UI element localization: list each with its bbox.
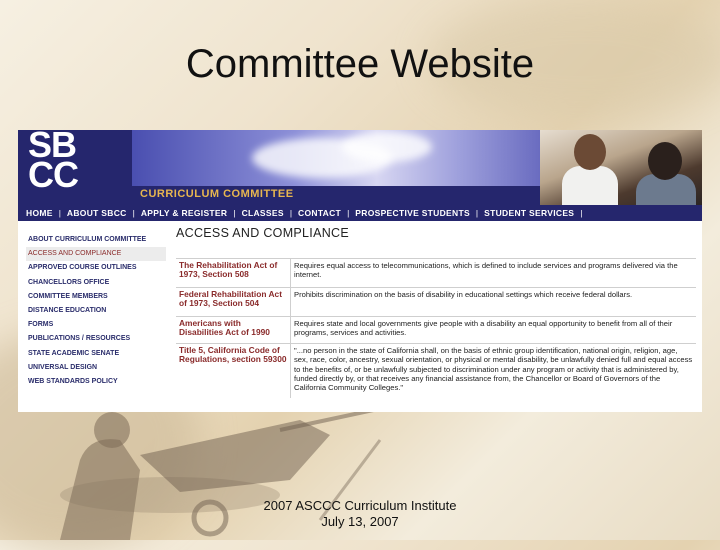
nav-contact[interactable]: CONTACT <box>298 208 342 218</box>
table-row <box>176 288 696 317</box>
sidebar-item-chancellors-office[interactable]: CHANCELLORS OFFICE <box>28 278 110 286</box>
site-banner <box>18 130 702 205</box>
website-screenshot <box>18 130 702 412</box>
table-row <box>176 344 696 399</box>
sidebar-item-access-and-compliance[interactable]: ACCESS AND COMPLIANCE <box>26 247 166 261</box>
sidebar-item-universal-design[interactable]: UNIVERSAL DESIGN <box>28 363 98 371</box>
section-title: CURRICULUM COMMITTEE <box>140 188 294 200</box>
nav-classes[interactable]: CLASSES <box>241 208 284 218</box>
table-row <box>176 317 696 344</box>
law-description: Requires equal access to telecommunications, which is defined to include services and programs delivered via the internet. <box>291 259 697 288</box>
law-description: "...no person in the state of California shall, on the basis of ethnic group identification, national origin, religion, age, sex, race, color, ancestry, sexual orientation, or physical or mental disability, be unlawfully denied full and equal access to the benefits of, or be unlawfully subjected to discrimination under any program or activity that is administered by, funded directly by, or that receives any financial assistance from, the Chancellor or Board of Governors of the California Community Colleges." <box>291 344 697 399</box>
sidebar-item-distance-education[interactable]: DISTANCE EDUCATION <box>28 306 107 314</box>
nav-student-services[interactable]: STUDENT SERVICES <box>484 208 575 218</box>
nav-apply-register[interactable]: APPLY & REGISTER <box>140 208 228 218</box>
sbcc-logo: SB CC <box>28 130 78 195</box>
footer-event: 2007 ASCCC Curriculum Institute <box>263 498 457 513</box>
law-name[interactable]: Federal Rehabilitation Act of 1973, Section 504 <box>176 288 291 317</box>
law-description: Requires state and local governments give people with a disability an equal opportunity to benefit from all of their programs, services and activities. <box>291 317 697 344</box>
sky-image <box>132 130 540 186</box>
nav-home[interactable]: HOME <box>26 208 53 218</box>
nav-prospective-students[interactable]: PROSPECTIVE STUDENTS <box>355 208 470 218</box>
sidebar-item-approved-course-outlines[interactable]: APPROVED COURSE OUTLINES <box>28 264 137 272</box>
main-content <box>176 226 696 398</box>
sidebar-item-web-standards-policy[interactable]: WEB STANDARDS POLICY <box>28 377 118 385</box>
logo-area[interactable] <box>18 130 132 205</box>
law-name[interactable]: Americans with Disabilities Act of 1990 <box>176 317 291 344</box>
page-heading: ACCESS AND COMPLIANCE <box>176 226 350 240</box>
law-description: Prohibits discrimination on the basis of disability in educational settings which receive federal dollars. <box>291 288 697 317</box>
students-photo <box>540 130 702 205</box>
sidebar-menu <box>26 233 166 389</box>
sidebar-item-about-curriculum-committee[interactable]: ABOUT CURRICULUM COMMITTEE <box>28 236 147 243</box>
footer-date: July 13, 2007 <box>321 514 399 529</box>
sidebar-item-committee-members[interactable]: COMMITTEE MEMBERS <box>28 292 108 300</box>
main-nav: HOME | ABOUT SBCC | APPLY & REGISTER | CLASSES | CONTACT | PROSPECTIVE STUDENTS | STUDENT SERVICES | <box>18 205 702 221</box>
sidebar-item-state-academic-senate[interactable]: STATE ACADEMIC SENATE <box>28 349 120 357</box>
slide-footer <box>230 498 490 530</box>
nav-about-sbcc[interactable]: ABOUT SBCC <box>66 208 127 218</box>
law-name[interactable]: Title 5, California Code of Regulations, section 59300 <box>176 344 291 399</box>
sidebar-item-forms[interactable]: FORMS <box>28 321 54 329</box>
section-bar <box>132 186 540 205</box>
sidebar-item-publications-resources[interactable]: PUBLICATIONS / RESOURCES <box>28 335 131 343</box>
table-row <box>176 259 696 288</box>
compliance-table <box>176 258 696 398</box>
law-name[interactable]: The Rehabilitation Act of 1973, Section 508 <box>176 259 291 288</box>
slide-title: Committee Website <box>185 42 535 86</box>
